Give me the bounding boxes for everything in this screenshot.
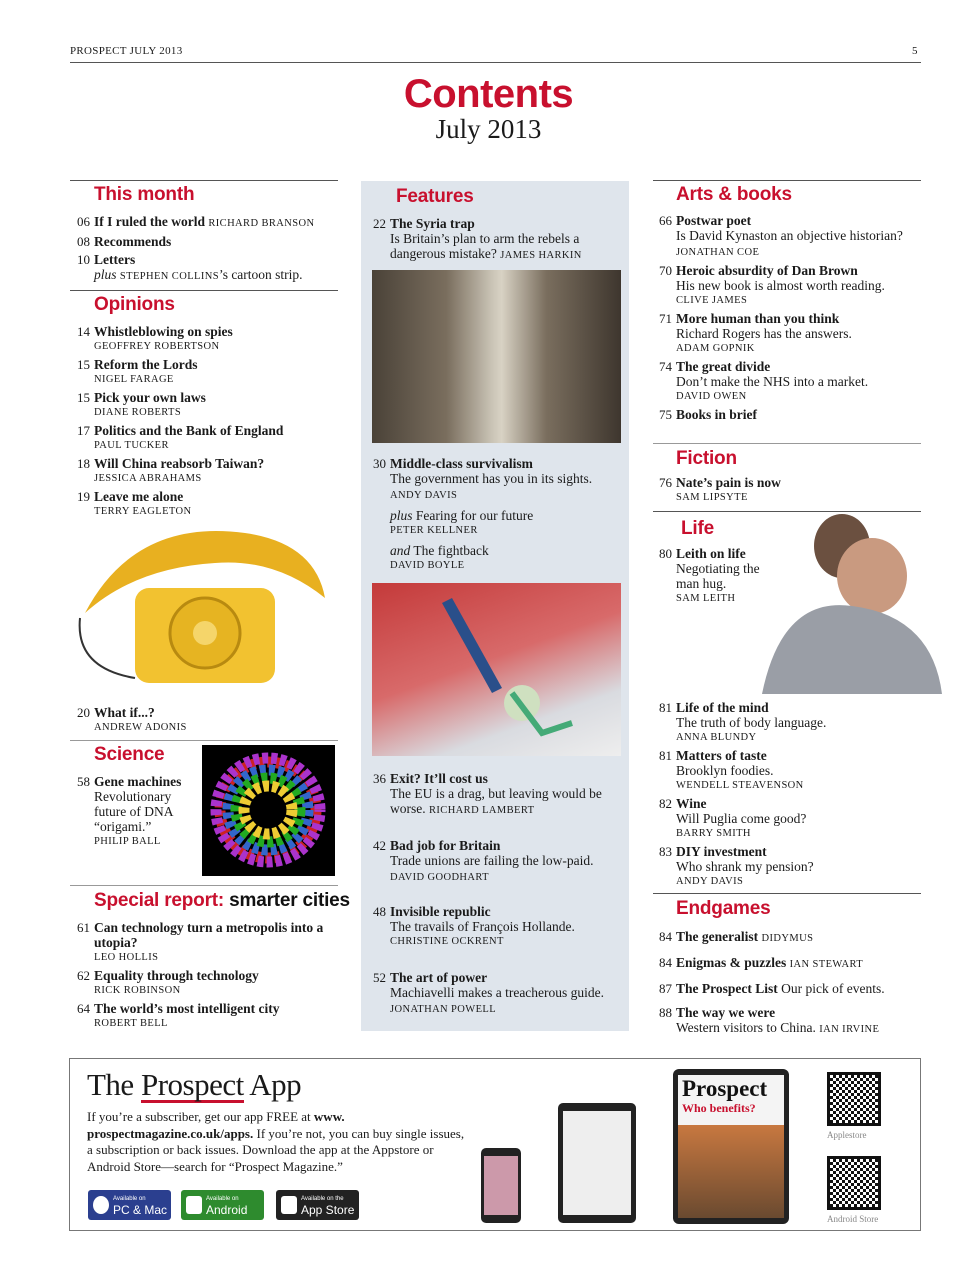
features-entry [366,838,616,888]
badge-label: Android [206,1203,248,1217]
entry-author: ADAM GOPNIK [676,343,755,354]
page-number: 71 [659,311,672,326]
phone-icon [281,1196,297,1214]
section-heading-life: Life [681,518,714,539]
entry-author: ANDY DAVIS [676,876,744,887]
page-number: 17 [77,423,90,438]
entry-title: The way we were [676,1005,776,1020]
science-list [70,774,198,852]
life-more-list [652,700,920,892]
entry-title: Gene machines [94,774,182,789]
section-heading-features: Features [396,186,474,207]
toc-entry[interactable] [70,705,338,735]
toc-entry[interactable] [652,844,920,889]
publication-header: PROSPECT JULY 2013 [70,45,183,57]
entry-author: ANNA BLUNDY [676,732,757,743]
entry-title: Wine [676,796,707,811]
entry-author: DIDYMUS [761,933,814,944]
entry-author: PETER KELLNER [390,525,478,536]
page-title: Contents [403,72,574,116]
toc-entry[interactable] [70,968,338,998]
page-number: 61 [77,920,90,935]
extra-label: and [390,543,411,558]
entry-description: Our pick of events. [781,981,885,996]
entry-title: Leith on life [676,546,746,561]
entry-author: ROBERT BELL [94,1018,168,1029]
toc-entry[interactable] [366,838,616,885]
text-part: If you’re a subscriber, get our app FREE at [87,1109,314,1124]
entry-description: Western visitors to China. [676,1020,816,1035]
entry-author: NIGEL FARAGE [94,374,174,385]
entry-author: RICHARD BRANSON [208,218,315,229]
toc-entry[interactable] [366,216,616,263]
entry-description: Is David Kynaston an objective historian? [676,228,903,243]
divider [70,180,338,181]
toc-entry[interactable] [70,920,338,965]
pc-mac-badge[interactable] [88,1190,171,1220]
entry-author: JONATHAN POWELL [390,1004,497,1015]
special-report-label: Special report: [94,890,225,911]
entry-title: If I ruled the world [94,214,205,229]
entry-title: Nate’s pain is now [676,475,781,490]
text-part: If you’re not, you can buy single issues, a subscription or back issues. Download the app at the Appstore or Android Store—search for “Prospect Magazine.” [87,1125,465,1174]
entry-title: Can technology turn a metropolis into a utopia? [94,920,324,950]
monitor-icon [93,1196,109,1214]
page-number: 81 [659,748,672,763]
badge-small-text: Available on [206,1196,239,1202]
large-tablet-cover-image [673,1069,789,1224]
entry-description: Don’t make the NHS into a market. [676,374,869,389]
toc-entry[interactable] [366,456,616,573]
toc-entry[interactable] [70,357,338,387]
entry-description: Revolutionary future of DNA “origami.” [94,789,173,834]
entry-title: The generalist [676,929,759,944]
entry-title: More human than you think [676,311,840,326]
title-post: App [249,1067,302,1102]
toc-entry[interactable] [366,771,621,818]
page-number: 19 [77,489,90,504]
entry-title: The art of power [390,970,488,985]
toc-entry[interactable] [652,748,920,793]
toc-entry[interactable] [652,796,920,841]
dna-origami-image [202,745,335,876]
entry-title: The world’s most intelligent city [94,1001,280,1016]
toc-entry[interactable] [70,1001,338,1031]
entry-title: Exit? It’ll cost us [390,771,488,786]
entry-description: Who shrank my pension? [676,859,814,874]
entry-title: The Prospect List [676,981,778,996]
page-number: 42 [373,838,386,853]
divider [653,180,921,181]
divider [653,443,921,444]
toc-entry[interactable] [652,263,920,308]
entry-author: CHRISTINE OCKRENT [390,936,504,947]
page-number: 62 [77,968,90,983]
prospect-app-promo [69,1058,921,1231]
entry-title: Postwar poet [676,213,752,228]
page-number: 15 [77,357,90,372]
entry-title: Pick your own laws [94,390,206,405]
entry-description: Machiavelli makes a treacherous guide. [390,985,605,1000]
entry-title: Middle-class survivalism [390,456,533,471]
page-number: 64 [77,1001,90,1016]
entry-extra-text: ’s cartoon strip. [218,267,303,282]
entry-author: ANDY DAVIS [390,490,458,501]
page-number: 87 [659,981,672,996]
entry-author: WENDELL STEAVENSON [676,780,804,791]
entry-author: STEPHEN COLLINS [119,271,219,282]
entry-author: GEOFFREY ROBERTSON [94,341,220,352]
entry-description: The truth of body language. [676,715,827,730]
entry-title: Letters [94,252,136,267]
page-number: 06 [77,214,90,229]
phone-device-image [481,1148,521,1223]
entry-title: Recommends [94,234,172,249]
entry-author: RICK ROBINSON [94,985,181,996]
entry-author: IAN STEWART [789,959,864,970]
page-number: 84 [659,955,672,970]
section-heading-arts-books: Arts & books [676,184,792,205]
prospect-logo: Prospect [140,1067,244,1102]
badge-text [113,1194,167,1216]
entry-title: Enigmas & puzzles [676,955,787,970]
toc-entry[interactable] [652,475,920,505]
page-number: 83 [659,844,672,859]
entry-description: The EU is a drag, but leaving would be worse. [390,786,602,816]
entry-description: His new book is almost worth reading. [676,278,885,293]
app-promo-text [87,1109,467,1175]
page-number: 88 [659,1005,672,1020]
section-heading-science: Science [94,744,165,765]
toc-entry[interactable] [652,700,920,745]
applestore-qr-code[interactable] [827,1072,881,1126]
features-entry [366,771,621,821]
entry-author: PAUL TUCKER [94,440,169,451]
entry-description: Negotiating the man hug. [676,561,760,591]
features-entry [366,456,616,576]
page-number: 80 [659,546,672,561]
badge-text [301,1194,354,1216]
section-heading-endgames: Endgames [676,898,771,919]
entry-title: Bad job for Britain [390,838,501,853]
fiction-list [652,475,920,508]
toc-entry[interactable] [652,981,927,996]
toc-entry[interactable] [70,234,345,249]
qr-label: Applestore [827,1130,867,1140]
badge-label: App Store [301,1203,355,1217]
badge-text [206,1194,247,1216]
extra-title: Fearing for our future [415,508,534,523]
toc-entry[interactable] [652,407,920,422]
page-number: 15 [77,390,90,405]
section-heading-special-report [94,890,350,912]
title-pre: The [87,1067,134,1102]
entry-author: LEO HOLLIS [94,952,159,963]
what-if-list [70,705,338,738]
entry-description: Trade unions are failing the low-paid. [390,853,594,868]
entry-author: DIANE ROBERTS [94,407,182,418]
tablet-device-image [558,1103,636,1223]
entry-author: DAVID BOYLE [390,560,465,571]
cover-headline: Who benefits? [682,1101,756,1115]
life-list [652,546,764,609]
android-badge[interactable] [181,1190,264,1220]
page-number: 20 [77,705,90,720]
syria-street-image [372,270,621,443]
page-number: 82 [659,796,672,811]
page-number: 70 [659,263,672,278]
page-number: 08 [77,234,90,249]
app-store-badge[interactable] [276,1190,359,1220]
page-number: 74 [659,359,672,374]
entry-author: JESSICA ABRAHAMS [94,473,202,484]
badge-small-text: Available on [113,1196,146,1202]
plus-label: plus [94,267,117,282]
divider [70,740,338,741]
entry-title: Books in brief [676,407,758,422]
toc-entry[interactable] [70,214,345,231]
toc-entry[interactable] [366,970,606,1017]
entry-author: JONATHAN COE [676,247,760,258]
toc-entry[interactable] [652,1005,927,1037]
issue-date: July 2013 [435,114,542,144]
entry-title: Matters of taste [676,748,767,763]
entry-author: SAM LEITH [676,593,736,604]
toc-entry[interactable] [70,489,338,519]
opinions-list [70,324,338,522]
entry-author: TERRY EAGLETON [94,506,192,517]
special-report-topic: smarter cities [229,890,350,911]
qr-label: Android Store [827,1214,879,1224]
this-month-list [70,214,345,287]
entry-description: Is Britain’s plan to arm the rebels a dangerous mistake? [390,231,580,261]
page-number: 18 [77,456,90,471]
entry-title: Invisible republic [390,904,491,919]
page-number: 76 [659,475,672,490]
app-url-link[interactable]: www. prospectmagazine.co.uk/apps. [87,1109,345,1141]
divider [70,290,338,291]
toc-entry[interactable] [70,390,338,420]
entry-title: The Syria trap [390,216,475,231]
divider [653,893,921,894]
page-number: 36 [373,771,386,786]
toc-entry[interactable] [366,904,621,949]
android-icon [186,1196,202,1214]
entry-title: Politics and the Bank of England [94,423,284,438]
section-heading-fiction: Fiction [676,448,737,469]
section-heading-this-month: This month [94,184,195,205]
endgames-list [652,929,927,1046]
page-number: 58 [77,774,90,789]
toc-entry[interactable] [652,311,920,356]
entry-author: DAVID OWEN [676,391,747,402]
toc-entry[interactable] [70,423,338,453]
entry-title: What if...? [94,705,155,720]
entry-author: CLIVE JAMES [676,295,748,306]
entry-extra [94,267,303,282]
page-number: 22 [373,216,386,231]
page-number: 75 [659,407,672,422]
toc-entry[interactable] [70,774,198,849]
falling-figure-illustration [372,583,621,756]
toc-entry[interactable] [70,252,345,284]
page-number: 10 [77,252,90,267]
features-entry [366,216,616,266]
toc-entry[interactable] [652,929,927,946]
toc-entry[interactable] [652,213,920,260]
entry-extra [390,508,616,538]
features-entry [366,970,606,1020]
app-promo-title [87,1067,301,1103]
section-heading-opinions: Opinions [94,294,175,315]
toc-entry[interactable] [652,955,927,972]
entry-author: DAVID GOODHART [390,872,489,883]
entry-title: Heroic absurdity of Dan Brown [676,263,858,278]
entry-description: Brooklyn foodies. [676,763,774,778]
page-number: 5 [912,45,918,57]
extra-label: plus [390,508,413,523]
entry-author: JAMES HARKIN [500,250,582,261]
arts-books-list [652,213,920,425]
badge-label: PC & Mac [113,1203,168,1217]
entry-title: Life of the mind [676,700,769,715]
entry-description: Will Puglia come good? [676,811,807,826]
page-number: 81 [659,700,672,715]
entry-title: Equality through technology [94,968,259,983]
toc-entry[interactable] [652,359,920,404]
entry-title: Whistleblowing on spies [94,324,233,339]
toc-entry[interactable] [70,456,338,486]
extra-title: The fightback [413,543,489,558]
entry-title: DIY investment [676,844,767,859]
entry-author: SAM LIPSYTE [676,492,748,503]
features-entry [366,904,621,952]
entry-description: Richard Rogers has the answers. [676,326,852,341]
page-number: 66 [659,213,672,228]
entry-description: The government has you in its sights. [390,471,593,486]
entry-author: PHILIP BALL [94,836,161,847]
entry-title: Leave me alone [94,489,184,504]
page-number: 52 [373,970,386,985]
page-number: 30 [373,456,386,471]
badge-small-text: Available on the [301,1196,344,1202]
yellow-phone-banana-image [75,528,330,688]
cover-title: Prospect [682,1076,768,1101]
divider [70,885,338,886]
page-number: 14 [77,324,90,339]
toc-entry[interactable] [70,324,338,354]
entry-extra [390,543,616,573]
entry-title: Will China reabsorb Taiwan? [94,456,265,471]
entry-title: Reform the Lords [94,357,198,372]
entry-title: The great divide [676,359,771,374]
entry-author: IAN IRVINE [819,1024,880,1035]
page-number: 48 [373,904,386,919]
entry-author: RICHARD LAMBERT [429,805,535,816]
entry-author: ANDREW ADONIS [94,722,187,733]
man-hug-photo [762,506,942,694]
header-rule [70,62,921,63]
special-report-list [70,920,338,1034]
android-store-qr-code[interactable] [827,1156,881,1210]
entry-author: BARRY SMITH [676,828,751,839]
page-number: 84 [659,929,672,944]
toc-entry[interactable] [652,546,764,606]
entry-description: The travails of François Hollande. [390,919,575,934]
